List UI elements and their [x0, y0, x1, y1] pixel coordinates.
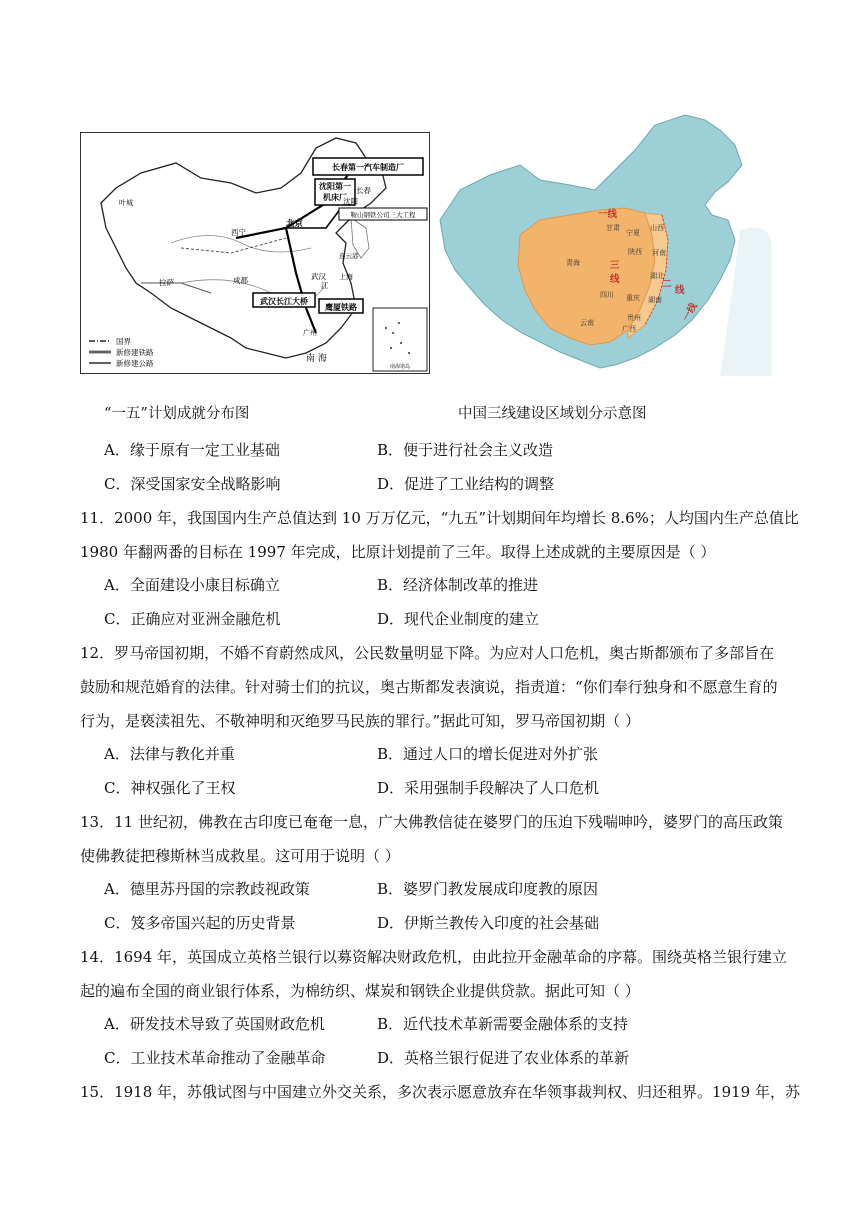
south-sea-label: 南 海	[306, 354, 327, 364]
map1-caption: “一五”计划成就分布图	[104, 406, 250, 422]
q10-option-a: A．缘于原有一定工业基础	[104, 441, 280, 459]
province-guangxi: 广西	[622, 325, 636, 333]
shenyang-label: 沈阳	[343, 197, 358, 206]
shenyang-factory-label-1: 沈阳第一	[319, 182, 351, 191]
q10-option-c: C．深受国家安全战略影响	[104, 475, 281, 493]
legend-railway: 新修建铁路	[116, 348, 154, 357]
lasa-label: 拉萨	[159, 278, 174, 287]
five-year-plan-map	[80, 132, 430, 374]
q11-stem-line-2: 1980 年翻两番的目标在 1997 年完成，比原计划提前了三年。取得上述成就的主要原因是（ ）	[80, 543, 716, 561]
province-hubei: 湖北	[650, 272, 664, 280]
province-shaanxi: 陕西	[628, 248, 642, 256]
q14-option-c: C．工业技术革命推动了金融革命	[104, 1049, 326, 1067]
q10-option-d: D．促进了工业结构的调整	[377, 475, 555, 493]
q12-option-c: C．神权强化了王权	[104, 779, 236, 797]
anshan-label: 鞍山钢铁公司三大工程	[350, 211, 416, 219]
beijing-label: 北京	[286, 219, 304, 229]
q13-option-c: C．笈多帝国兴起的历史背景	[104, 914, 296, 932]
xining-label: 西宁	[231, 228, 246, 237]
q12-option-b: B．通过人口的增长促进对外扩张	[377, 745, 599, 763]
map2-caption: 中国三线建设区域划分示意图	[458, 406, 647, 422]
q12-option-d: D．采用强制手段解决了人口危机	[377, 779, 600, 797]
q14-option-b: B．近代技术革新需要金融体系的支持	[377, 1015, 629, 1033]
q13-option-d: D．伊斯兰教传入印度的社会基础	[377, 914, 600, 932]
shanghai-label: 上海	[339, 273, 353, 281]
yecheng-label: 叶城	[119, 199, 133, 207]
q13-option-a: A．德里苏丹国的宗教歧视政策	[104, 880, 310, 898]
line1b-label: 一线	[680, 301, 700, 324]
third-front-map	[430, 110, 772, 376]
q11-option-c: C．正确应对亚洲金融危机	[104, 610, 281, 628]
province-sichuan: 四川	[600, 291, 614, 299]
shenyang-factory-label-2: 机床厂	[323, 193, 347, 202]
province-shanxi: 山西	[650, 224, 664, 232]
q12-stem-line-2: 鼓励和规范婚育的法律。针对骑士们的抗议，奥古斯都发表演说，指责道：“你们奉行独身和不愿意生育的	[80, 678, 778, 696]
changchun-label: 长春	[356, 186, 371, 195]
q15-stem-line-1: 15．1918 年，苏俄试图与中国建立外交关系，多次表示愿意放弃在华领事裁判权、归还租界。1919 年，苏	[80, 1083, 800, 1101]
province-guizhou: 贵州	[627, 314, 641, 322]
q14-option-a: A．研发技术导致了英国财政危机	[104, 1015, 325, 1033]
q11-option-d: D．现代企业制度的建立	[377, 610, 540, 628]
q12-stem-line-3: 行为，是亵渎祖先、不敬神明和灭绝罗马民族的罪行。”据此可知，罗马帝国初期（ ）	[80, 712, 640, 730]
chengdu-label: 成都	[233, 276, 248, 285]
lianyungang-label: 连云港	[339, 252, 359, 260]
q13-stem-line-2: 使佛教徒把穆斯林当成救星。这可用于说明（ ）	[80, 847, 400, 865]
q14-stem-line-2: 起的遍布全国的商业银行体系，为棉纺织、煤炭和钢铁企业提供贷款。据此可知（ ）	[80, 982, 640, 1000]
guangzhou-label: 广州	[303, 329, 317, 337]
wuhan-label: 武汉	[311, 272, 326, 281]
line3-label-a: 三	[610, 260, 620, 271]
line3-label-b: 线	[610, 274, 620, 285]
legend-border: 国界	[116, 337, 131, 346]
province-hunan: 湖南	[648, 296, 662, 304]
q11-option-b: B．经济体制改革的推进	[377, 576, 539, 594]
wuhan-bridge-label: 武汉长江大桥	[260, 297, 308, 306]
q11-stem-line-1: 11．2000 年，我国国内生产总值达到 10 万万亿元，“九五”计划期间年均增长 8.6%；人均国内生产总值比	[80, 509, 799, 527]
map-legend	[89, 337, 154, 368]
q14-option-d: D．英格兰银行促进了农业体系的革新	[377, 1049, 630, 1067]
q12-stem-line-1: 12．罗马帝国初期，不婚不育蔚然成风，公民数量明显下降。为应对人口危机，奥古斯都颁布了多部旨在	[80, 644, 775, 662]
five-year-plan-map-drawing	[81, 133, 429, 373]
q11-option-a: A．全面建设小康目标确立	[104, 576, 280, 594]
province-chongqing: 重庆	[626, 294, 640, 302]
changchun-factory-label: 长春第一汽车制造厂	[332, 163, 404, 172]
q14-stem-line-1: 14．1694 年，英国成立英格兰银行以募资解决财政危机，由此拉开金融革命的序幕。围绕英格兰银行建立	[80, 948, 788, 966]
province-ningxia: 宁夏	[626, 229, 640, 237]
yingxia-railway-label: 鹰厦铁路	[325, 303, 357, 312]
q13-stem-line-1: 13．11 世纪初，佛教在古印度已奄奄一息，广大佛教信徒在婆罗门的压迫下残喘呻吟，婆罗门的高压政策	[80, 813, 783, 831]
province-qinghai: 青海	[566, 259, 580, 267]
third-front-map-drawing	[430, 110, 772, 376]
q12-option-a: A．法律与教化并重	[104, 745, 235, 763]
q10-option-b: B．便于进行社会主义改造	[377, 441, 554, 459]
province-henan: 河南	[652, 249, 666, 257]
line2-label-a: 二	[662, 279, 672, 290]
yangtze-label: 江	[321, 281, 329, 290]
q13-option-b: B．婆罗门教发展成印度教的原因	[377, 880, 599, 898]
province-yunnan: 云南	[580, 319, 594, 327]
legend-road: 新修建公路	[116, 359, 154, 368]
line1-label: 一线	[598, 209, 618, 220]
province-gansu: 甘肃	[606, 224, 620, 232]
line2-label-b: 线	[675, 285, 685, 296]
south-sea-islands-label: 南海诸岛	[389, 364, 411, 370]
